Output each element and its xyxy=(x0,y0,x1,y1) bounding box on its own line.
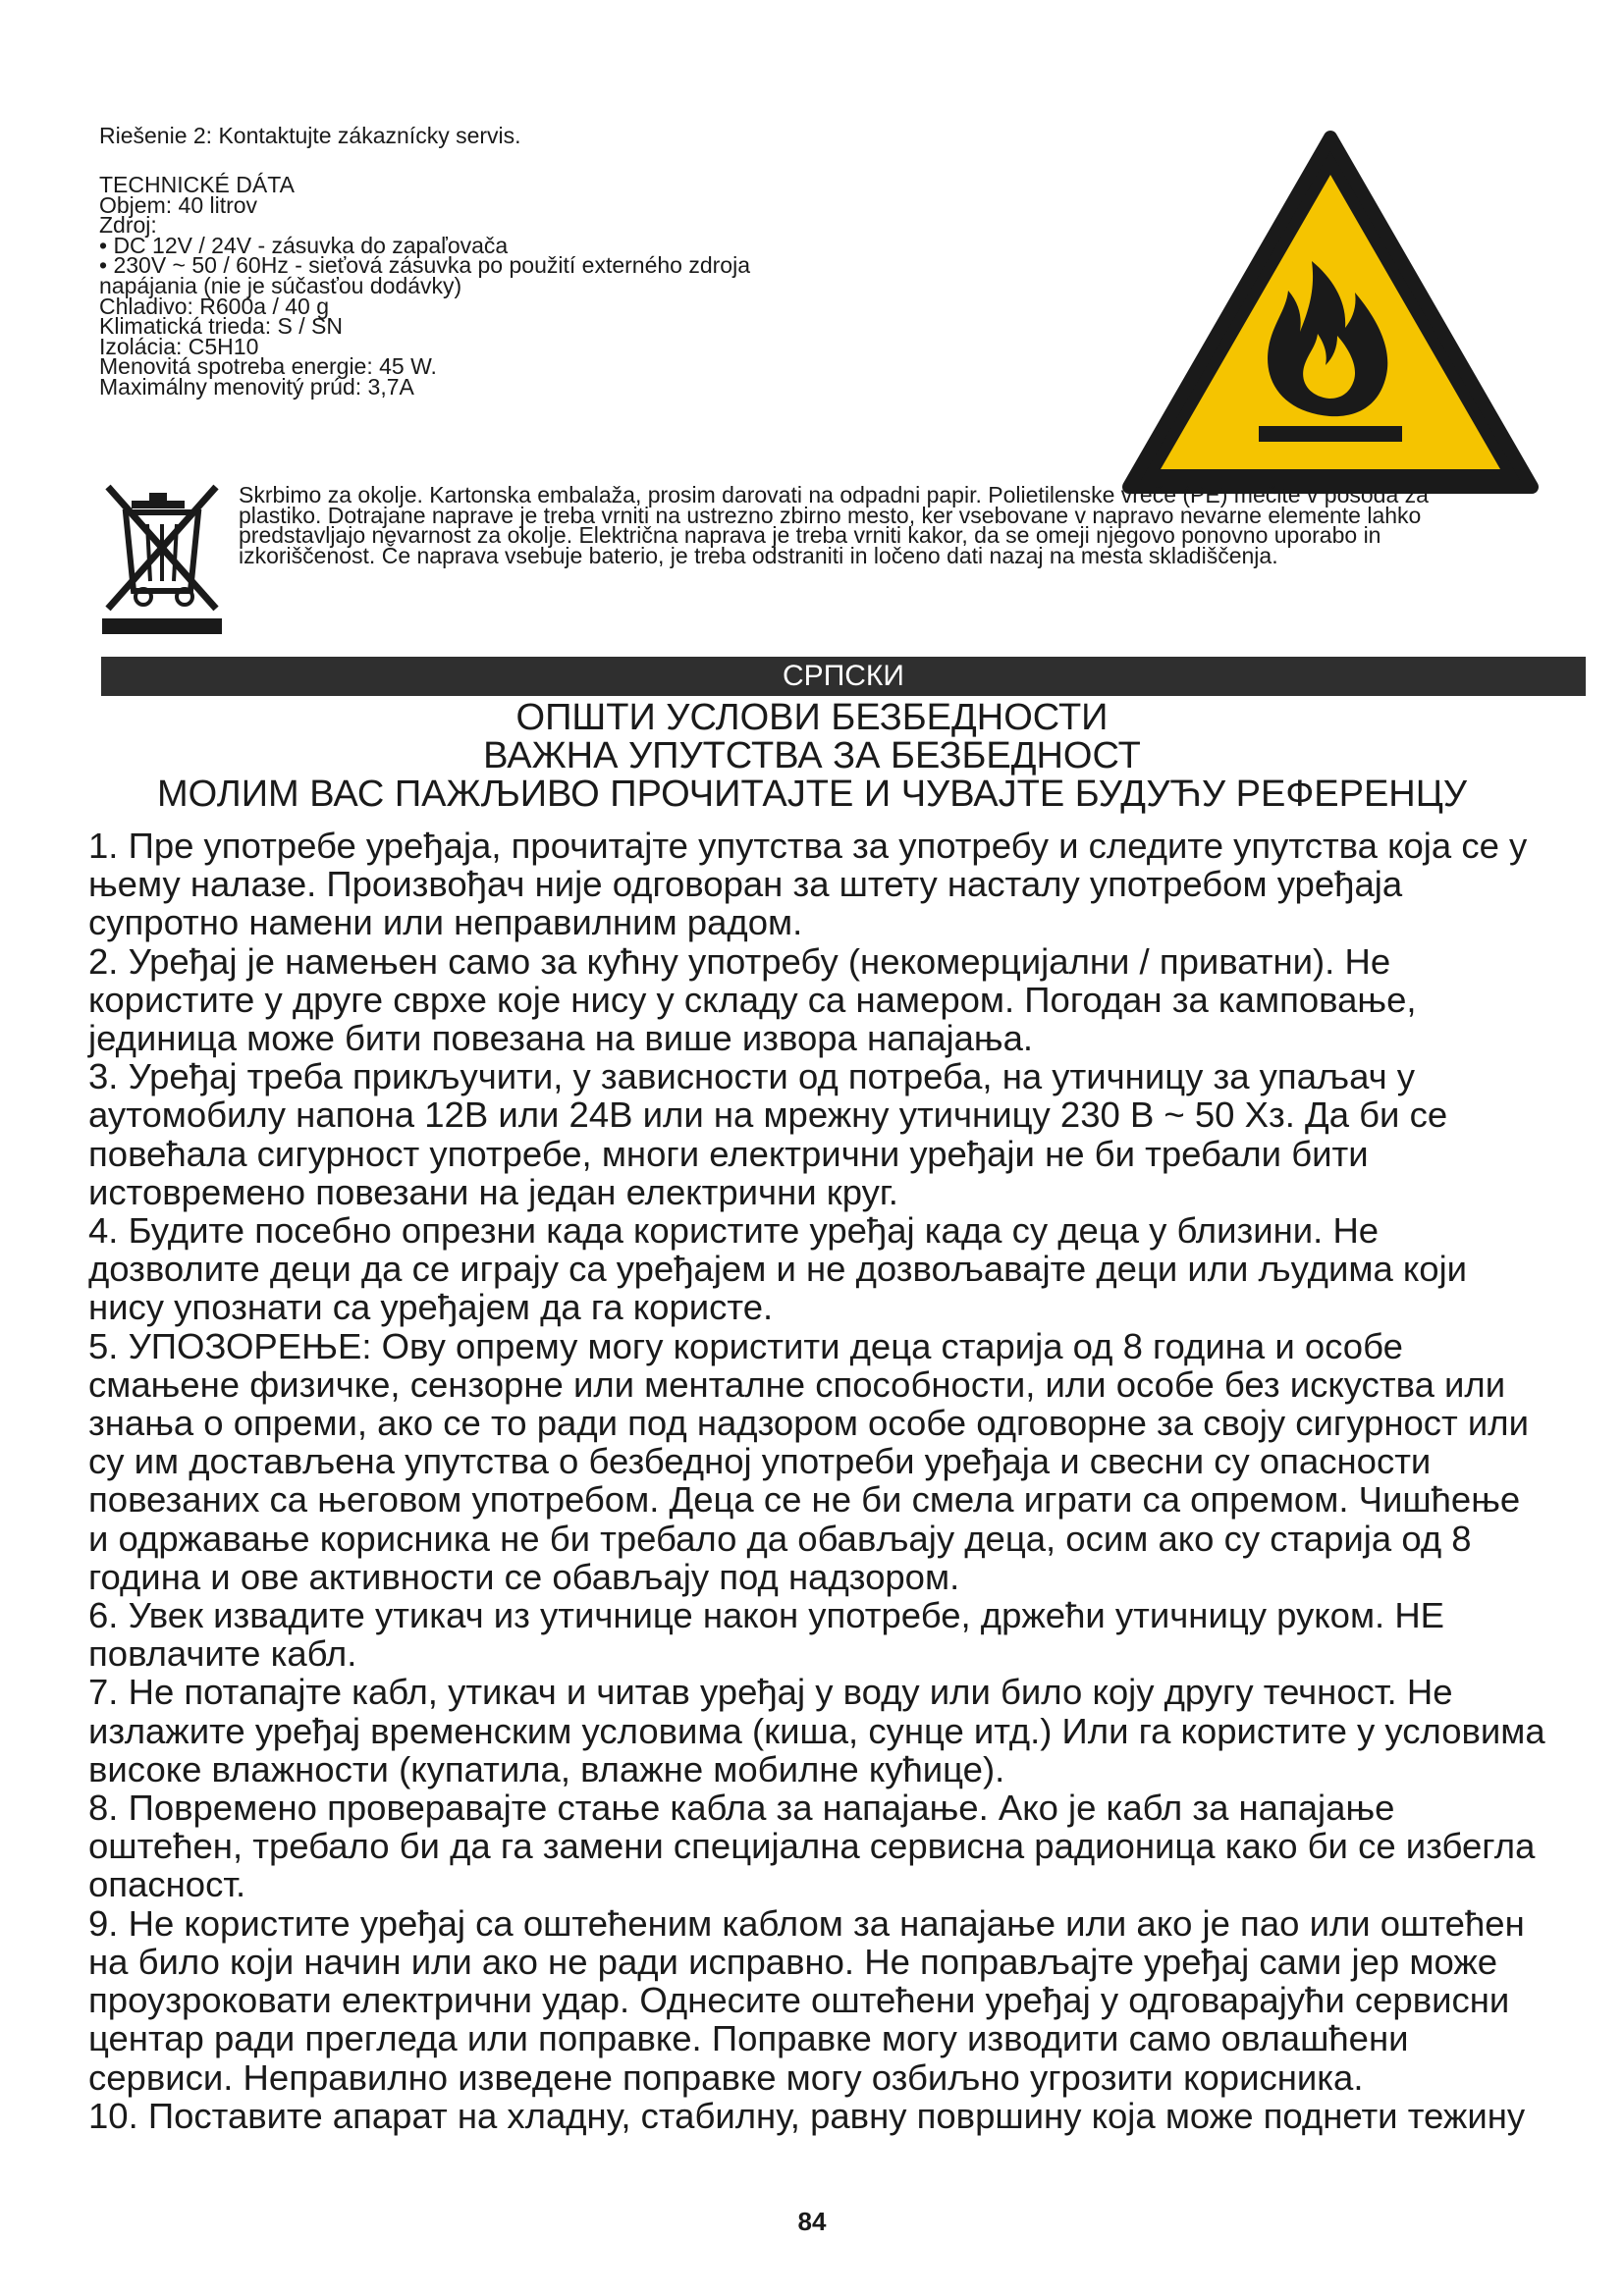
instruction-line: година и ове активности се обављају под надзором. xyxy=(88,1556,960,1597)
instruction-line: и одржавање корисника не би требало да обављају деца, осим ако су старија од 8 xyxy=(88,1518,1472,1559)
safety-instructions xyxy=(88,827,1600,2135)
instruction-line: оштећен, требало би да га замени специјална сервисна радионица како би се избегла xyxy=(88,1826,1536,1867)
recycle-line: Skrbimo za okolje. Kartonska embalaža, prosim darovati na odpadni papir. Polietilenske vreče (PE) mečite v posoda za xyxy=(239,482,1429,507)
recycling-notice xyxy=(239,482,1515,568)
instruction-line: дозволите деци да се играју са уређајем и не дозвољавајте деци или људима који xyxy=(88,1249,1468,1290)
flammable-warning-icon xyxy=(1119,126,1542,499)
weee-bin-icon xyxy=(98,481,226,638)
language-header-bar: СРПСКИ xyxy=(101,657,1586,696)
tech-heading: TECHNICKÉ DÁTA xyxy=(99,172,295,197)
tech-line: Objem: 40 litrov xyxy=(99,191,258,218)
tech-line: • DC 12V / 24V - zásuvka do zapaľovača xyxy=(99,232,509,258)
instruction-line: на било који начин или ако не ради исправно. Не поправљајте уређај сами јер може xyxy=(88,1941,1498,1982)
recycle-line: plastiko. Dotrajane naprave je treba vrniti na ustrezno zbirno mesto, ker vsebovane v napravo nevarne elemente lahko xyxy=(239,502,1422,528)
instruction-line: повлачите кабл. xyxy=(88,1633,357,1675)
instruction-line: смањене физичке, сензорне или менталне способности, или особе без искуства или xyxy=(88,1363,1506,1405)
instruction-line: сервиси. Неправилно изведене поправке могу озбиљно угрозити корисника. xyxy=(88,2056,1364,2098)
instruction-line: 5. УПОЗОРЕЊЕ: Ову опрему могу користити деца старија од 8 година и особе xyxy=(88,1325,1403,1366)
tech-line: Chladivo: R600a / 40 g xyxy=(99,293,329,319)
page-number: 84 xyxy=(797,2207,827,2236)
instruction-line: 1. Пре употребе уређаја, прочитајте упутства за употребу и следите упутства која се у xyxy=(88,826,1528,866)
instruction-line: опасност. xyxy=(88,1864,246,1905)
recycle-line: predstavljajo nevarnost za okolje. Električna naprava je treba vrniti kakor, da se omeji njegovo ponovno uporabo in xyxy=(239,522,1381,548)
title-read-carefully: МОЛИМ ВАС ПАЖЉИВО ПРОЧИТАЈТЕ И ЧУВАЈТЕ БУДУЋУ РЕФЕРЕНЦУ xyxy=(156,774,1467,815)
tech-line: Klimatická trieda: S / SN xyxy=(99,313,343,340)
instruction-line: повећала сигурност употребе, многи електрични уређаји не би требали бити xyxy=(88,1133,1369,1174)
tech-line: Zdroj: xyxy=(99,212,157,239)
instruction-line: њему налазе. Произвођач није одговоран за штету насталу употребом уређаја xyxy=(88,864,1403,905)
instruction-line: 4. Будите посебно опрезни када користите уређај када су деца у близини. Не xyxy=(88,1210,1380,1252)
instruction-line: 2. Уређај је намењен само за кућну употребу (некомерцијални / приватни). Не xyxy=(88,940,1391,982)
instruction-line: повезаних са његовом употребом. Деца се не би смела играти са опремом. Чишћење xyxy=(88,1479,1521,1521)
solution-line: Riešenie 2: Kontaktujte zákaznícky servis. xyxy=(99,123,521,148)
instruction-line: аутомобилу напона 12В или 24В или на мрежну утичницу 230 В ~ 50 Хз. Да би се xyxy=(88,1095,1448,1136)
tech-line: • 230V ~ 50 / 60Hz - sieťová zásuvka po použití externého zdroja xyxy=(99,252,750,279)
recycle-line: izkoriščenost. Če naprava vsebuje baterio, je treba odstraniti in ločeno dati nazaj na mesta skladiščenja. xyxy=(239,542,1278,568)
tech-line: Menovitá spotreba energie: 45 W. xyxy=(99,353,437,380)
instruction-line: 7. Не потапајте кабл, утикач и читав уређај у воду или било коју другу течност. Не xyxy=(88,1672,1453,1713)
instruction-line: нису упознати са уређајем да га користе. xyxy=(88,1287,774,1328)
instruction-line: знања о опреми, ако се то ради под надзором особе одговорне за своју сигурност или xyxy=(88,1403,1529,1444)
instruction-line: 8. Повремено проверавајте стање кабла за напајање. Ако је кабл за напајање xyxy=(88,1788,1395,1829)
tech-line: Maximálny menovitý prúd: 3,7A xyxy=(99,373,414,400)
instruction-line: 3. Уређај треба прикључити, у зависности од потреба, на утичницу за упаљач у xyxy=(88,1056,1415,1097)
instruction-line: излажите уређај временским условима (киша, сунце итд.) Или га користите у условима xyxy=(88,1710,1545,1751)
title-general-safety: ОПШТИ УСЛОВИ БЕЗБЕДНОСТИ xyxy=(515,697,1109,738)
instruction-line: супротно намени или неправилним радом. xyxy=(88,902,803,943)
instruction-line: проузроковати електрични удар. Однесите оштећени уређај у одговарајући сервисни xyxy=(88,1980,1510,2021)
tech-line: Izolácia: C5H10 xyxy=(99,333,259,359)
title-important-instructions: ВАЖНА УПУТСТВА ЗА БЕЗБЕДНОСТ xyxy=(483,735,1141,776)
instruction-line: 9. Не користите уређај са оштећеним каблом за напајање или ако је пао или оштећен xyxy=(88,1902,1525,1944)
instruction-line: високе влажности (купатила, влажне мобилне кућице). xyxy=(88,1748,1005,1789)
instruction-line: јединица може бити повезана на више извора напајања. xyxy=(88,1018,1034,1059)
instruction-line: 6. Увек извадите утикач из утичнице након употребе, држећи утичницу руком. НЕ xyxy=(88,1595,1445,1636)
instruction-line: центар ради прегледа или поправке. Поправке могу изводити само овлашћени xyxy=(88,2018,1409,2059)
tech-line: napájania (nie je súčasťou dodávky) xyxy=(99,272,462,298)
instruction-line: истовремено повезани на један електрични круг. xyxy=(88,1171,898,1212)
instruction-line: 10. Поставите апарат на хладну, стабилну, равну површину која може поднети тежину xyxy=(88,2095,1526,2136)
instruction-line: су им достављена упутства о безбедној употреби уређаја и свесни су опасности xyxy=(88,1441,1432,1482)
technical-data xyxy=(99,172,845,400)
safety-titles xyxy=(0,699,1624,814)
instruction-line: користите у друге сврхе које нису у складу са намером. Погодан за камповање, xyxy=(88,979,1417,1020)
